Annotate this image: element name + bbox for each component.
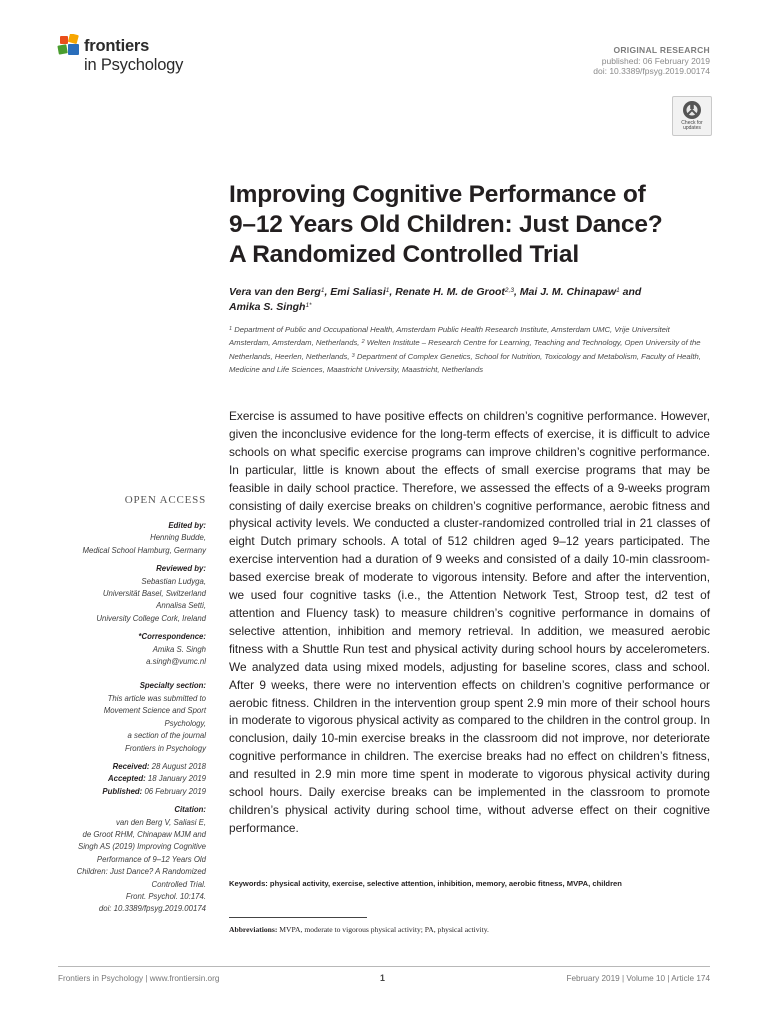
- editor-name: Henning Budde,: [150, 533, 206, 543]
- author-separator: ,: [389, 286, 396, 298]
- footer-volume-info: February 2019 | Volume 10 | Article 174: [566, 974, 710, 983]
- author-name[interactable]: Vera van den Berg: [229, 286, 321, 298]
- abstract-text: Exercise is assumed to have positive effects on children’s cognitive performance. However, given the inconclusive evidence for the long-term effects of exercise, it is difficult to advice schools on what specific exercise programs can improve children’s cognitive performance. In particular, little is known about the effects of small exercise programs that may be feasible in daily school practice. Therefore, we assessed the effects of a 9-weeks program consisting of daily exercise breaks on children’s cognitive performance, aerobic fitness and physical activity levels. We conducted a cluster-randomized controlled trial in 21 classes of eight Dutch primary schools. A total of 512 children aged 9–12 years participated. The exercise intervention had a duration of 9 weeks and consisted of a daily 10-min classroom-based exercise break of moderate to vigorous intensity. Before and after the intervention, we used four cognitive tasks (i.e., the Attention Network Test, Stroop test, d2 test of attention and Fluency task) to measure children’s cognitive performance in domains of selective attention, inhibition and memory retrieval. In addition, we measured aerobic fitness with a Shuttle Run test and physical activity during school hours by accelerometers. We analyzed data using mixed models, adjusting for baseline scores, class and school. After 9 weeks, there were no intervention effects on children’s cognitive performance or aerobic fitness. Children in the intervention group spent 2.9 min more of their school hours in moderate to vigorous physical activity as compared to the children in the control group. In conclusion, daily 10-min exercise breaks in the classroom did not improve, nor deteriorate cognitive performance in children. The exercise breaks had no effect on children’s fitness, and resulted in 2.9 min more time spent in moderate to vigorous physical activity during school hours. Daily exercise breaks can be implemented in the classroom to promote children’s physical activity during school time, without adverse effect on their cognitive performance.: [229, 409, 710, 835]
- specialty-line: This article was submitted to: [107, 693, 206, 703]
- reviewed-by-heading: Reviewed by:: [156, 564, 206, 574]
- check-for-updates-button[interactable]: [672, 96, 712, 136]
- citation-doi[interactable]: doi: 10.3389/fpsyg.2019.00174: [98, 904, 206, 914]
- specialty-section-heading: Specialty section:: [139, 681, 206, 691]
- published-label: Published:: [102, 786, 143, 796]
- author-name[interactable]: Amika S. Singh: [229, 301, 306, 313]
- open-access-label: OPEN ACCESS: [124, 494, 206, 506]
- author-separator: ,: [513, 286, 520, 298]
- citation-heading: Citation:: [174, 805, 206, 815]
- received-date: [40, 761, 206, 773]
- title-line: Improving Cognitive Performance of: [229, 181, 646, 208]
- reviewer-affiliation: University College Cork, Ireland: [96, 613, 206, 623]
- abbreviations-text: MVPA, moderate to vigorous physical activity; PA, physical activity.: [277, 925, 489, 934]
- affiliation-text: Welten Institute – Research Centre for Learning, Teaching and Technology, Open University of the Netherlands, Heerlen, Netherlands,: [229, 338, 701, 361]
- published-value: 06 February 2019: [142, 786, 206, 796]
- journal-logo[interactable]: [57, 34, 207, 80]
- author-name[interactable]: Emi Saliasi: [330, 286, 386, 298]
- abbreviations-label: Abbreviations:: [229, 925, 278, 934]
- abbreviations-footnote: [229, 924, 710, 935]
- footer-journal-link[interactable]: Frontiers in Psychology | www.frontiersin.org: [58, 974, 220, 983]
- crossmark-icon: [682, 100, 702, 120]
- author-affiliation-marker: 1: [616, 287, 620, 294]
- edited-by-heading: Edited by:: [168, 521, 206, 530]
- specialty-line: Movement Science and Sport: [103, 706, 206, 716]
- footnote-divider: [229, 917, 367, 918]
- reviewer-name: Annalisa Setti,: [156, 601, 206, 611]
- citation-line: van den Berg V, Saliasi E,: [115, 817, 206, 827]
- reviewer-name: Sebastian Ludyga,: [141, 576, 206, 586]
- reviewer-affiliation: Universität Basel, Switzerland: [102, 589, 206, 599]
- correspondence-email[interactable]: a.singh@vumc.nl: [146, 657, 206, 667]
- citation-line: Children: Just Dance? A Randomized: [76, 867, 206, 877]
- article-meta-header: [593, 45, 710, 77]
- logo-journal-name: in Psychology: [84, 56, 184, 74]
- citation-line: Front. Psychol. 10:174.: [125, 891, 206, 901]
- article-doi[interactable]: doi: 10.3389/fpsyg.2019.00174: [593, 66, 710, 76]
- keywords: Keywords: physical activity, exercise, selective attention, inhibition, memory, aerobic fitness, MVPA, children: [229, 879, 622, 888]
- accepted-label: Accepted:: [108, 774, 146, 784]
- received-label: Received:: [112, 761, 150, 771]
- affiliation-number: 2: [361, 339, 365, 346]
- editor-affiliation: Medical School Hamburg, Germany: [82, 545, 206, 555]
- author-separator: and: [619, 286, 642, 298]
- specialty-line: Frontiers in Psychology: [124, 743, 206, 753]
- specialty-line: a section of the journal: [127, 731, 206, 741]
- accepted-date: [40, 773, 206, 785]
- author-affiliation-marker: 1*: [305, 302, 312, 309]
- citation-line: Singh AS (2019) Improving Cognitive: [78, 842, 206, 852]
- affiliation-text: Department of Complex Genetics, School for Nutrition, Toxicology and Metabolism, Faculty of Health, Medicine and Life Sciences, Maastricht University, Maastricht, Netherlands: [229, 351, 701, 374]
- title-line: A Randomized Controlled Trial: [229, 241, 579, 268]
- received-value: 28 August 2018: [149, 761, 206, 771]
- author-affiliation-marker: 2,3: [504, 287, 514, 294]
- citation-line: Controlled Trial.: [151, 879, 206, 889]
- page-number: 1: [380, 973, 385, 983]
- correspondence-heading: *Correspondence:: [138, 632, 206, 642]
- affiliation-number: 1: [229, 326, 233, 332]
- correspondence-name: Amika S. Singh: [152, 644, 206, 654]
- frontiers-logo-icon: [57, 34, 83, 60]
- author-list: [229, 285, 709, 315]
- published-date-sidebar: [40, 786, 206, 798]
- article-type: ORIGINAL RESEARCH: [613, 45, 710, 55]
- specialty-line: Psychology,: [164, 718, 206, 728]
- footer-divider: [58, 966, 710, 967]
- author-separator: ,: [324, 286, 331, 298]
- affiliation-text: Department of Public and Occupational Health, Amsterdam Public Health Research Institute, Amsterdam UMC, Vrije Universiteit Amsterdam, Amsterdam, Netherlands,: [229, 325, 670, 348]
- author-affiliation-marker: 1: [320, 287, 325, 294]
- published-date: published: 06 February 2019: [601, 55, 710, 66]
- affiliations: [229, 323, 709, 376]
- accepted-value: 18 January 2019: [145, 774, 206, 784]
- citation-line: de Groot RHM, Chinapaw MJM and: [82, 829, 206, 839]
- citation-line: Performance of 9–12 Years Old: [96, 854, 206, 864]
- author-name[interactable]: Mai J. M. Chinapaw: [519, 286, 617, 298]
- logo-wordmark: frontiers: [84, 37, 150, 55]
- affiliation-number: 3: [351, 352, 355, 359]
- author-name[interactable]: Renate H. M. de Groot: [395, 286, 505, 298]
- author-affiliation-marker: 1: [385, 287, 390, 294]
- article-info-sidebar: [40, 520, 206, 916]
- title-line: 9–12 Years Old Children: Just Dance?: [229, 211, 663, 238]
- article-title: [229, 180, 729, 270]
- check-for-updates-label: Check for updates: [681, 120, 703, 131]
